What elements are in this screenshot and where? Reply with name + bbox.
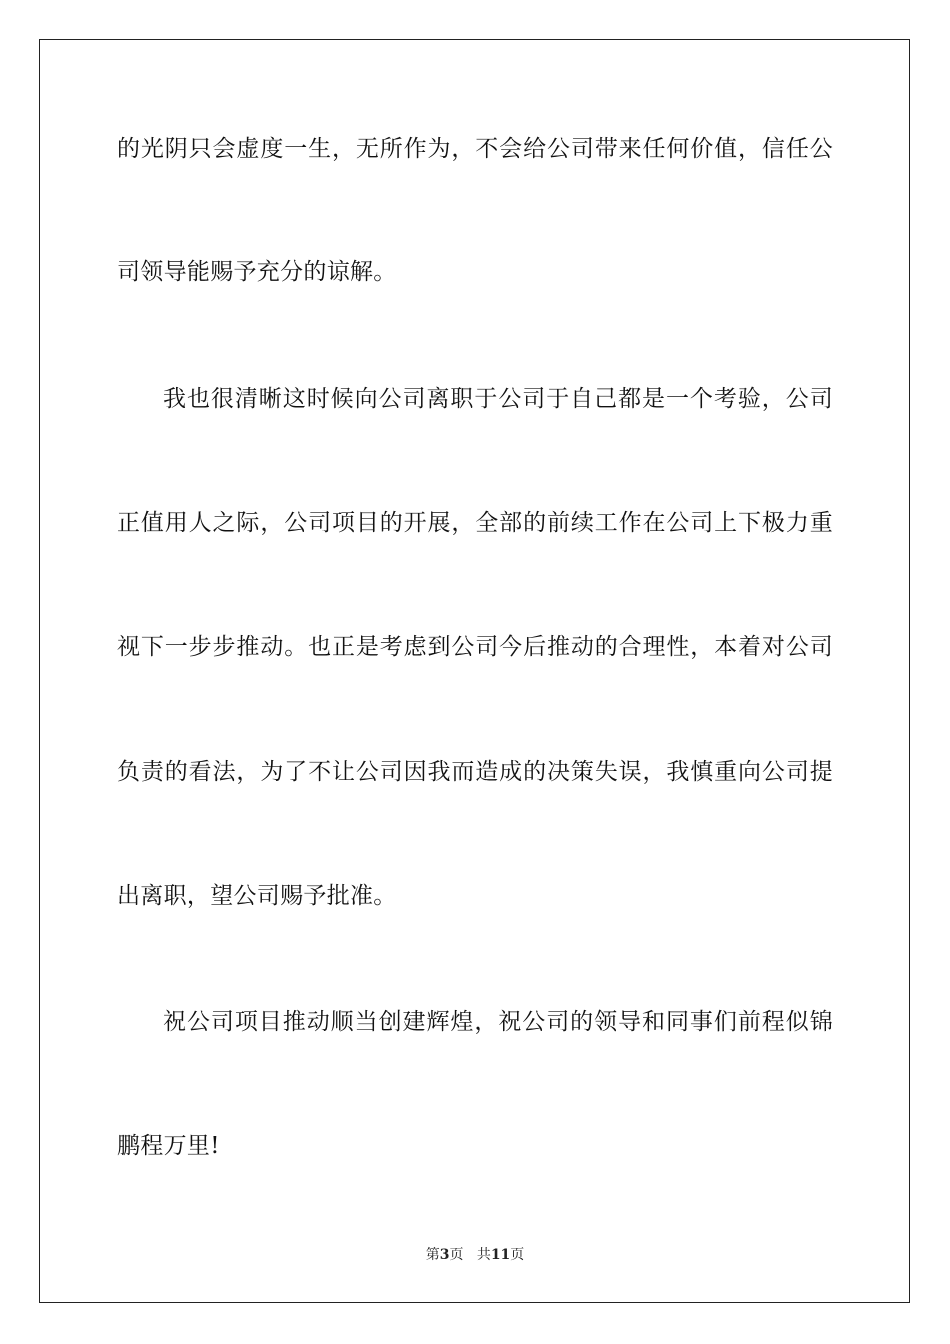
total-suffix: 页 [510,1247,525,1263]
paragraph-line: 正值用人之际，公司项目的开展，全部的前续工作在公司上下极力重 [117,510,833,536]
total-prefix: 共 [476,1247,491,1263]
paragraph-line: 我也很清晰这时候向公司离职于公司于自己都是一个考验，公司 [163,386,833,412]
page-footer [0,1246,950,1264]
page-suffix: 页 [449,1247,464,1263]
paragraph-line: 祝公司项目推动顺当创建辉煌，祝公司的领导和同事们前程似锦 [163,1009,833,1035]
paragraph-line: 负责的看法，为了不让公司因我而造成的决策失误，我慎重向公司提 [117,759,833,785]
total-pages: 11 [490,1247,511,1263]
paragraph-line: 视下一步步推动。也正是考虑到公司今后推动的合理性，本着对公司 [117,634,833,660]
page-prefix: 第 [425,1247,440,1263]
page-border [39,39,910,1303]
paragraph-line: 鹏程万里! [117,1133,220,1159]
paragraph-line: 出离职，望公司赐予批准。 [117,883,397,909]
paragraph-line: 的光阴只会虚度一生，无所作为，不会给公司带来任何价值，信任公 [117,136,833,162]
paragraph-line: 司领导能赐予充分的谅解。 [117,259,397,285]
page-number: 3 [439,1247,450,1263]
